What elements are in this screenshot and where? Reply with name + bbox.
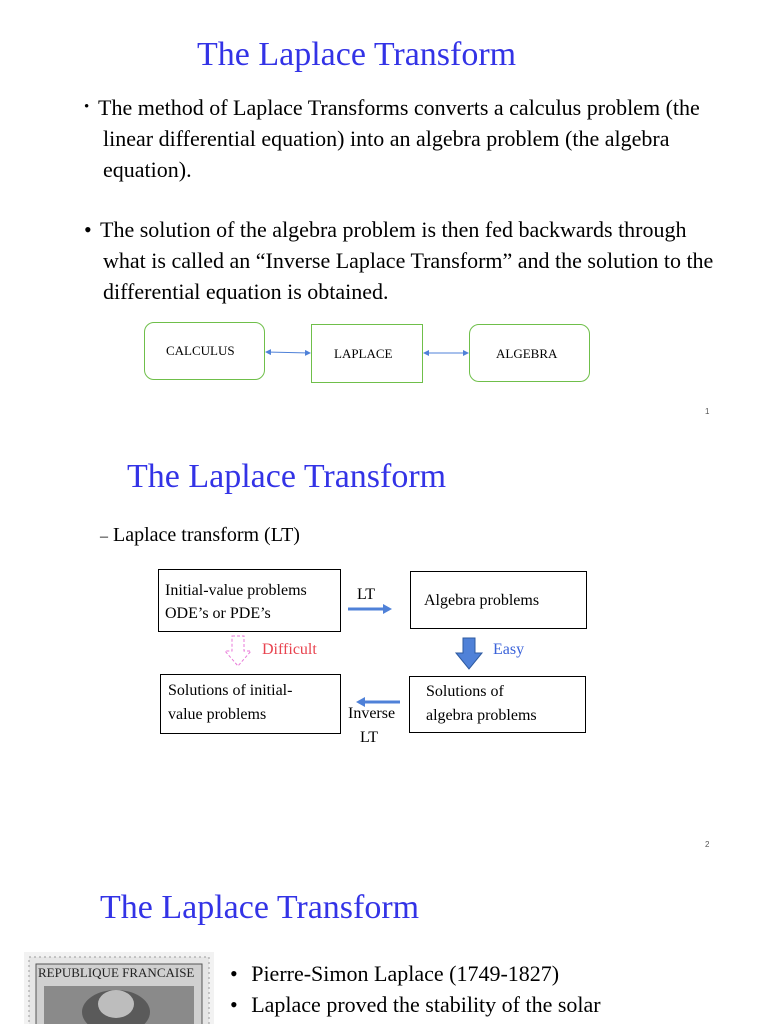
lt-label: LT (357, 586, 376, 603)
initial-value-line-2: ODE’s or PDE’s (165, 605, 271, 622)
slide-3-bullet-2 (230, 989, 601, 1020)
stamp-text: REPUBLIQUE FRANCAISE (38, 965, 195, 980)
initial-value-problems-box (158, 569, 341, 632)
solutions-initial-line-2: value problems (168, 706, 267, 723)
bullet-text: The method of Laplace Transforms converts a calculus problem (the linear differential equation) into an algebra problem (the algebra equation). (98, 95, 700, 182)
bullet-marker: • (230, 961, 238, 986)
solutions-initial-value-box (160, 674, 341, 734)
laplace-label: LAPLACE (334, 346, 393, 361)
algebra-label: ALGEBRA (496, 346, 558, 361)
bullet-marker: • (84, 99, 90, 115)
calculus-label: CALCULUS (166, 343, 235, 358)
page-number: 2 (705, 840, 710, 849)
slide-3-bullet-1 (230, 958, 559, 989)
inverse-label-line-1: Inverse (348, 705, 396, 722)
difficult-label: Difficult (262, 641, 317, 658)
solutions-algebra-line-1: Solutions of (426, 683, 504, 700)
slide-2-title: The Laplace Transform (127, 458, 447, 495)
bullet-text: The solution of the algebra problem is then fed backwards through what is called an “Inverse Laplace Transform” and the solution to the differential equation is obtained. (100, 217, 714, 304)
stamp-perforation (24, 952, 214, 1024)
slide-3-title: The Laplace Transform (100, 889, 420, 926)
solutions-algebra-line-2: algebra problems (426, 707, 537, 724)
inverse-label-line-2: LT (360, 729, 379, 746)
bullet-text: Pierre-Simon Laplace (1749-1827) (251, 961, 560, 986)
bullet-marker: • (84, 217, 92, 242)
initial-value-line-1: Initial-value problems (165, 582, 307, 599)
bullet-text: Laplace proved the stability of the solar (251, 992, 601, 1017)
easy-label: Easy (493, 641, 525, 658)
algebra-problems-label: Algebra problems (424, 592, 540, 609)
slide-1-title: The Laplace Transform (197, 36, 517, 73)
algebra-problems-box (410, 571, 587, 629)
page-number: 1 (705, 407, 710, 416)
bullet-marker: • (230, 992, 238, 1017)
solutions-initial-line-1: Solutions of initial- (168, 682, 293, 699)
dash-marker: – (100, 528, 108, 545)
laplace-stamp-image (24, 952, 214, 1024)
solutions-algebra-box (409, 676, 586, 733)
subtitle-text: Laplace transform (LT) (113, 524, 300, 546)
